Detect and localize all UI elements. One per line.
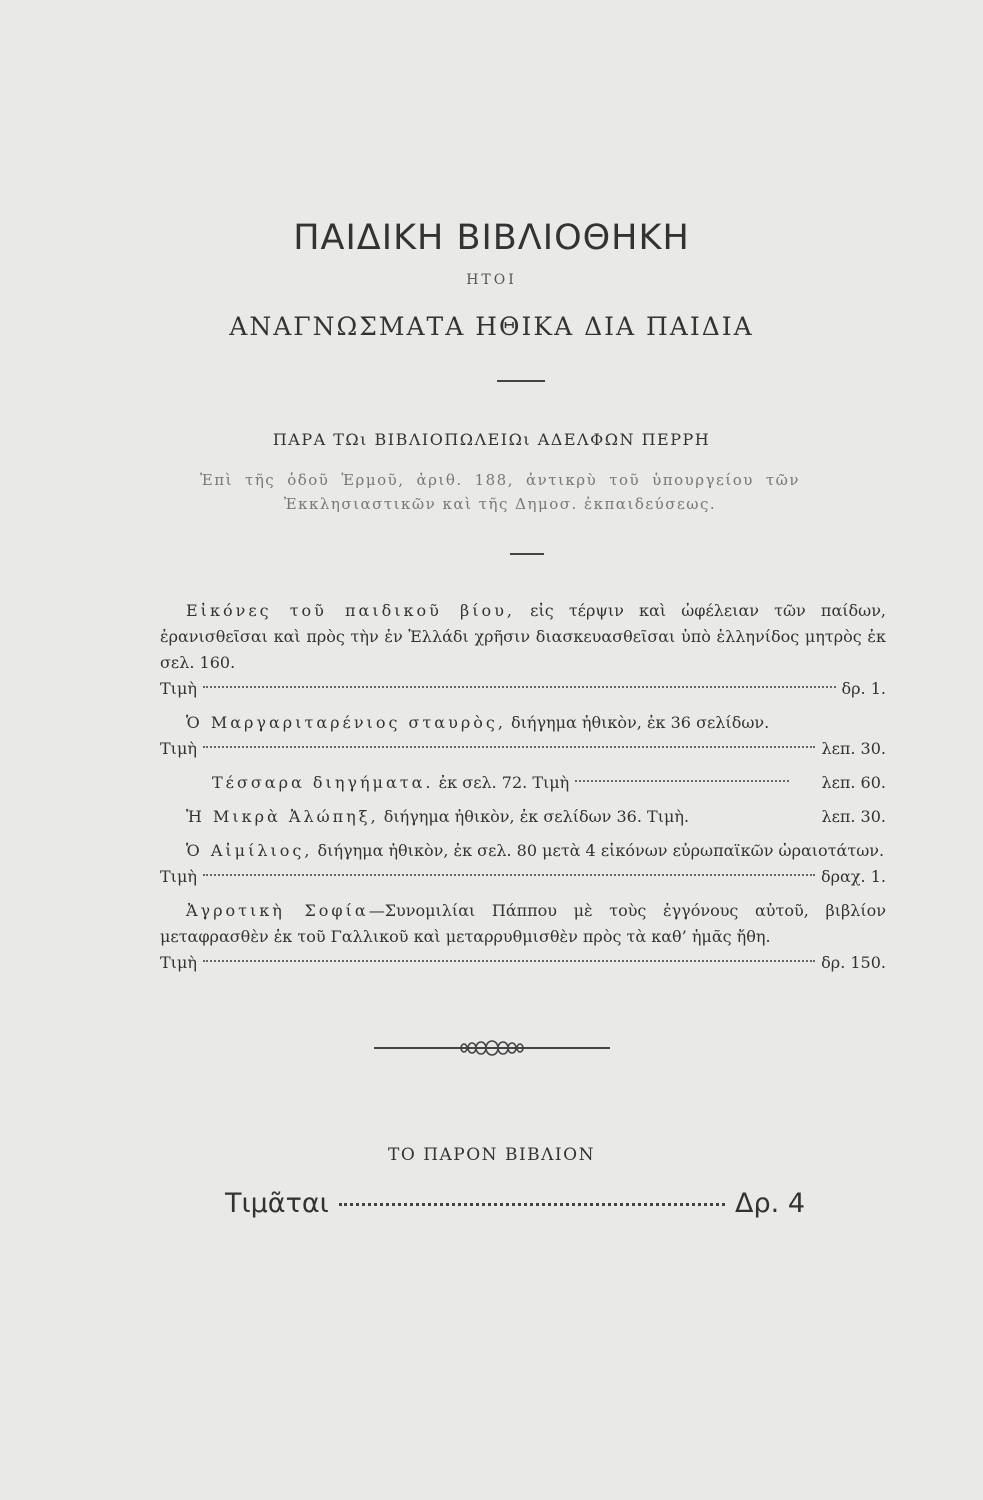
entry-title: Ἡ Μικρὰ Ἀλώπηξ,: [186, 807, 379, 826]
dot-leader: [203, 960, 815, 962]
publisher-address: Ἐπὶ τῆς ὁδοῦ Ἑρμοῦ, ἀριθ. 188, ἀντικρὺ τοῦ ὑπουργείου τῶν Ἐκκλησιαστικῶν καὶ τῆς Δημοσ. ἐκπαιδεύσεως.: [200, 471, 800, 513]
entry-price-label: Τιμὴ: [160, 867, 197, 886]
footer-label: ΤΟ ΠΑΡΟΝ ΒΙΒΛΙΟΝ: [388, 1145, 595, 1165]
entry-price-row: [160, 676, 886, 702]
dot-leader: [203, 686, 836, 688]
entry-price-label: Τιμὴ: [160, 739, 197, 758]
entry-price-row: [160, 736, 886, 762]
entry-price-row: [160, 950, 886, 976]
entry-text: [160, 710, 886, 736]
page-subtitle: ΑΝΑΓΝΩΣΜΑΤΑ ΗΘΙΚΑ ΔΙΑ ΠΑΙΔΙΑ: [229, 312, 754, 341]
entry-price: δραχ. 1.: [821, 867, 886, 886]
divider-rule-1: [497, 380, 545, 382]
catalog-entry: [160, 898, 886, 976]
footer-price-word: Τιμᾶται: [225, 1188, 329, 1219]
entry-price: λεπ. 30.: [821, 807, 886, 826]
entry-title: Ὁ Αἰμίλιος,: [186, 841, 313, 860]
entry-title: Τέσσαρα διηγήματα.: [212, 773, 434, 792]
entry-text: [160, 898, 886, 950]
dot-leader: [339, 1203, 725, 1206]
entry-title: Ἀγροτικὴ Σοφία: [186, 901, 369, 920]
entry-description: εἰς τέρψιν καὶ ὠφέλειαν τῶν παίδων, ἐρανισθεῖσαι καὶ πρὸς τὴν ἐν Ἑλλάδι χρῆσιν διασκευασθεῖσαι ὑπὸ ἑλληνίδος μητρὸς ἐκ σελ. 160.: [160, 601, 887, 672]
entry-title: Εἰκόνες τοῦ παιδικοῦ βίου,: [186, 601, 516, 620]
page-title: ΠΑΙΔΙΚΗ ΒΙΒΛΙΟΘΗΚΗ: [293, 218, 690, 258]
entry-price: δρ. 1.: [841, 679, 886, 698]
entry-price-label: Τιμὴ: [160, 679, 197, 698]
entry-price-label: Τιμὴ.: [647, 807, 690, 826]
entry-lead: [186, 770, 569, 796]
catalog-entry: [160, 710, 886, 762]
title-conjunction: ΗΤΟΙ: [466, 272, 517, 288]
entry-price: δρ. 150.: [821, 953, 886, 972]
entry-description: ἐκ σελ. 72.: [438, 773, 528, 792]
entry-price-row: [160, 864, 886, 890]
entry-price-row: [160, 804, 886, 830]
ornament-divider: [372, 1038, 612, 1058]
entry-title: Ὁ Μαργαριταρένιος σταυρὸς,: [186, 713, 506, 732]
catalog-entry: [160, 770, 886, 796]
catalog-list: [160, 598, 886, 984]
entry-description: διήγημα ἠθικὸν, ἐκ σελίδων 36.: [383, 807, 642, 826]
entry-price-label: Τιμὴ: [532, 773, 570, 792]
footer-price-line: [225, 1188, 805, 1219]
entry-price: λεπ. 30.: [821, 739, 886, 758]
entry-description: —Συνομιλίαι Πάππου μὲ τοὺς ἐγγόνους αὐτοῦ, βιβλίον μεταφρασθὲν ἐκ τοῦ Γαλλικοῦ καὶ μεταρρυθμισθὲν πρὸς τὰ καθ’ ἡμᾶς ἤθη.: [160, 901, 886, 946]
catalog-entry: [160, 838, 886, 890]
entry-lead: [186, 804, 689, 830]
entry-price-row: [160, 770, 886, 796]
publisher-name: ΠΑΡΑ ΤΩι ΒΙΒΛΙΟΠΩΛΕΙΩι ΑΔΕΛΦΩΝ ΠΕΡΡΗ: [272, 430, 711, 449]
entry-price: λεπ. 60.: [821, 773, 886, 792]
entry-text: [160, 838, 886, 864]
footer-price: Δρ. 4: [735, 1188, 805, 1219]
divider-rule-2: [510, 553, 544, 555]
dot-leader: [203, 874, 815, 876]
entry-description: διήγημα ἠθικὸν, ἐκ 36 σελίδων.: [511, 713, 770, 732]
catalog-entry: [160, 804, 886, 830]
catalog-entry: [160, 598, 886, 702]
dot-leader: [203, 746, 816, 748]
entry-price-label: Τιμὴ: [160, 953, 197, 972]
dot-leader: [575, 780, 789, 782]
entry-description: διήγημα ἠθικὸν, ἐκ σελ. 80 μετὰ 4 εἰκόνων εὐρωπαϊκῶν ὡραιοτάτων.: [317, 841, 885, 860]
entry-text: [160, 598, 886, 676]
